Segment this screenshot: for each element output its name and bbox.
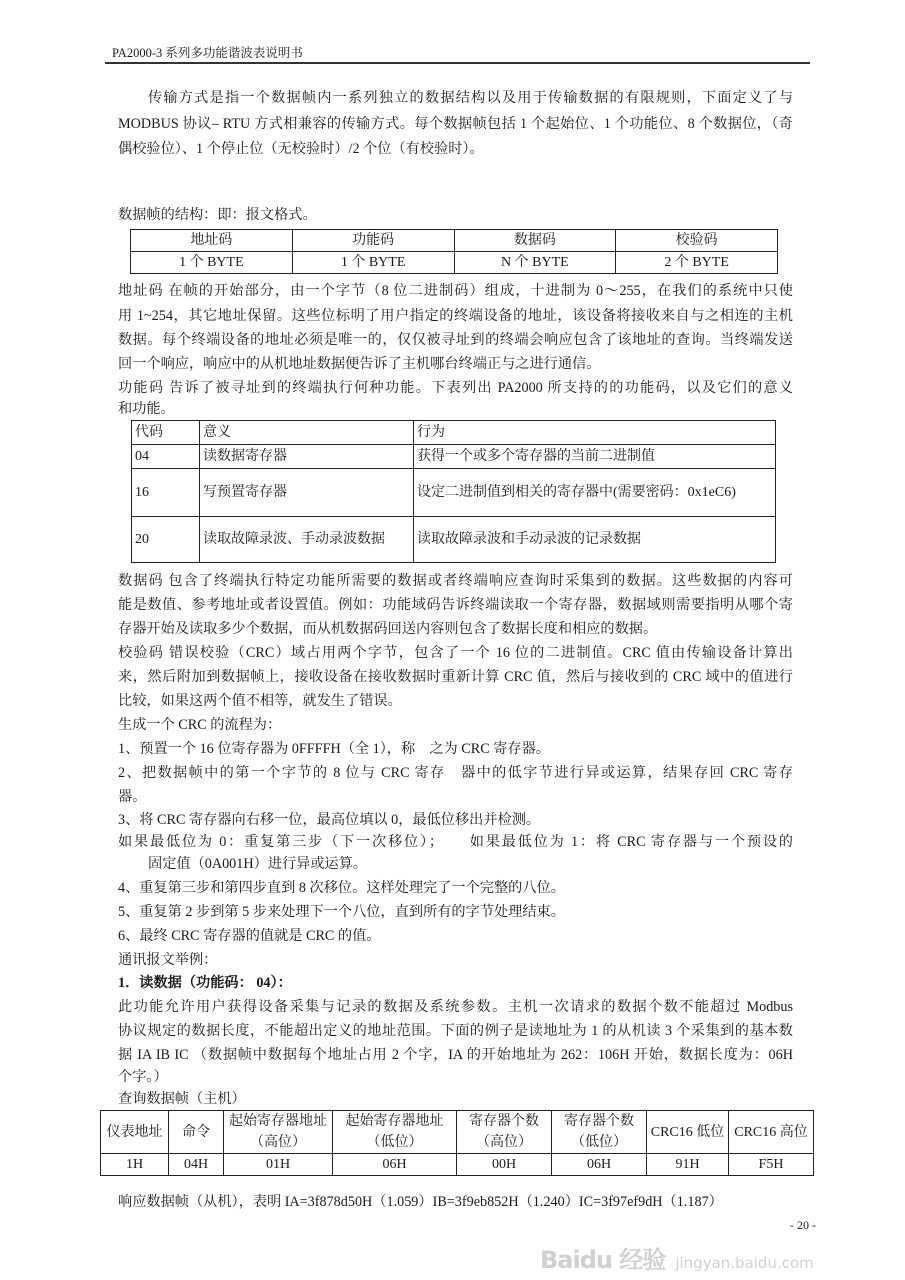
- text-line: 据 IA IB IC （数据帧中数据每个地址占用 2 个字，IA 的开始地址为 262：106H 开始，数据长度为：06H: [118, 1047, 793, 1063]
- text-line: 3、将 CRC 寄存器向右移一位，最高位填以 0，最低位移出并检测。: [118, 812, 541, 828]
- text-line: 通讯报文举例：: [118, 952, 218, 968]
- table-cell: 写预置寄存器: [200, 469, 414, 517]
- table-cell: 1 个 BYTE: [131, 252, 293, 274]
- table-cell: 1 个 BYTE: [292, 252, 454, 274]
- table-cell: 16: [132, 469, 200, 517]
- running-header: PA2000-3 系列多功能谐波表说明书: [112, 46, 303, 60]
- text-line: 偶校验位）、1 个停止位（无校验时）/2 个位（有校验时）。: [118, 141, 484, 157]
- table-cell: 91H: [647, 1154, 729, 1176]
- watermark-url: jingyan.baidu.com: [675, 1254, 814, 1272]
- text-line: 生成一个 CRC 的流程为：: [118, 717, 282, 733]
- table-header: 命令: [169, 1111, 224, 1154]
- text-line: 固定值（0A001H）进行异或运算。: [148, 856, 368, 872]
- table-header: CRC16 低位: [647, 1111, 729, 1154]
- text-line: 功能码 告诉了被寻址到的终端执行何种功能。下表列出 PA2000 所支持的的功能码，以及它们的意义: [118, 380, 793, 396]
- text-line: 来，然后附加到数据帧上，接收设备在接收数据时重新计算 CRC 值，然后与接收到的 CRC 域中的值进行: [118, 669, 793, 685]
- text-line: MODBUS 协议– RTU 方式相兼容的传输方式。每个数据帧包括 1 个起始位、1 个功能位、8 个数据位，（奇: [118, 116, 793, 132]
- text-line: 2、把数据帧中的第一个字节的 8 位与 CRC 寄存 器中的低字节进行异或运算，结果存回 CRC 寄存: [118, 765, 793, 781]
- table-header: 仪表地址: [101, 1111, 169, 1154]
- table-cell: 读取故障录波、手动录波数据: [200, 517, 414, 563]
- table-cell: 06H: [552, 1154, 647, 1176]
- text-line: 1、预置一个 16 位寄存器为 0FFFFH（全 1），称 之为 CRC 寄存器。: [118, 741, 550, 757]
- text-line: 地址码 在帧的开始部分，由一个字节（8 位二进制码）组成，十进制为 0～255，在我们的系统中只使: [118, 283, 793, 299]
- text-line: 数据。每个终端设备的地址必须是唯一的，仅仅被寻址到的终端会响应包含了该地址的查询。当终端发送: [118, 332, 793, 348]
- text-line: 如果最低位为 0：重复第三步（下一次移位）； 如果最低位为 1：将 CRC 寄存器与一个预设的: [118, 834, 793, 850]
- text-line: 响应数据帧（从机），表明 IA=3f878d50H（1.059）IB=3f9eb852H（1.240）IC=3f97ef9dH（1.187）: [118, 1194, 723, 1210]
- text-line: 6、最终 CRC 寄存器的值就是 CRC 的值。: [118, 928, 381, 944]
- text-line: 校验码 错误校验（CRC）域占用两个字节，包含了一个 16 位的二进制值。CRC 值由传输设备计算出: [118, 645, 793, 661]
- table-cell: 04: [132, 445, 200, 469]
- table-cell: 20: [132, 517, 200, 563]
- text-line: 此功能允许用户获得设备采集与记录的数据及系统参数。主机一次请求的数据个数不能超过 Modbus: [118, 999, 793, 1015]
- text-line: 4、重复第三步和第四步直到 8 次移位。这样处理完了一个完整的八位。: [118, 880, 565, 896]
- text-line: 器。: [118, 789, 147, 805]
- text-line: 个字。）: [118, 1069, 168, 1085]
- header-rule: [105, 62, 810, 64]
- watermark-logo: Baidu 经验: [540, 1246, 666, 1274]
- text-line: 5、重复第 2 步到第 5 步来处理下一个八位，直到所有的字节处理结束。: [118, 904, 565, 920]
- text-line: 传输方式是指一个数据帧内一系列独立的数据结构以及用于传输数据的有限规则，下面定义了与: [148, 90, 793, 106]
- table-header: 起始寄存器地址（低位）: [333, 1111, 457, 1154]
- text-line: 能是数值、参考地址或者设置值。例如：功能域码告诉终端读取一个寄存器，数据域则需要指明从哪个寄: [118, 597, 793, 613]
- table-cell: 04H: [169, 1154, 224, 1176]
- table-cell: 读取故障录波和手动录波的记录数据: [414, 517, 776, 563]
- function-code-table: [131, 420, 776, 563]
- table-cell: N 个 BYTE: [454, 252, 616, 274]
- table-cell: 1H: [101, 1154, 169, 1176]
- query-frame-table: [100, 1110, 814, 1176]
- text-line: 查询数据帧（主机）: [118, 1091, 246, 1107]
- page-number: - 20 -: [790, 1218, 816, 1232]
- table-header: 数据码: [454, 230, 616, 252]
- table-cell: 00H: [457, 1154, 552, 1176]
- table-header: CRC16 高位: [729, 1111, 814, 1154]
- table-header: 校验码: [616, 230, 778, 252]
- text-line: 和功能。: [118, 401, 175, 417]
- table-cell: F5H: [729, 1154, 814, 1176]
- frame-structure-table: [130, 229, 778, 274]
- table-cell: 2 个 BYTE: [616, 252, 778, 274]
- table-header: 寄存器个数（低位）: [552, 1111, 647, 1154]
- text-line: 用 1~254，其它地址保留。这些位标明了用户指定的终端设备的地址，该设备将接收来自与之相连的主机: [118, 308, 793, 324]
- table-cell: 06H: [333, 1154, 457, 1176]
- text-line: 比较，如果这两个值不相等，就发生了错误。: [118, 693, 402, 709]
- section-heading: 1．读数据（功能码： 04）：: [118, 975, 292, 991]
- text-line: 数据码 包含了终端执行特定功能所需要的数据或者终端响应查询时采集到的数据。这些数据的内容可: [118, 573, 793, 589]
- table-cell: 读数据寄存器: [200, 445, 414, 469]
- table-cell: 设定二进制值到相关的寄存器中(需要密码：0x1eC6): [414, 469, 776, 517]
- table-header: 寄存器个数（高位）: [457, 1111, 552, 1154]
- table-cell: 获得一个或多个寄存器的当前二进制值: [414, 445, 776, 469]
- table-header: 起始寄存器地址（高位）: [224, 1111, 333, 1154]
- table-header: 意义: [200, 421, 414, 445]
- text-line: 数据帧的结构：即：报文格式。: [118, 207, 317, 223]
- table-header: 行为: [414, 421, 776, 445]
- baidu-jingyan-watermark: [540, 1240, 814, 1275]
- text-line: 协议规定的数据长度，不能超出定义的地址范围。下面的例子是读地址为 1 的从机读 3 个采集到的基本数: [118, 1023, 793, 1039]
- text-line: 存器开始及读取多少个数据，而从机数据码回送内容则包含了数据长度和相应的数据。: [118, 621, 658, 637]
- text-line: 回一个响应，响应中的从机地址数据便告诉了主机哪台终端正与之进行通信。: [118, 356, 601, 372]
- table-header: 地址码: [131, 230, 293, 252]
- table-cell: 01H: [224, 1154, 333, 1176]
- table-header: 代码: [132, 421, 200, 445]
- table-header: 功能码: [292, 230, 454, 252]
